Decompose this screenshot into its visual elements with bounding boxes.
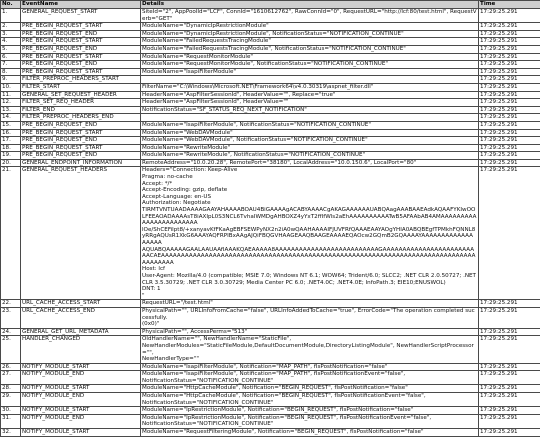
time-cell: 17:29:25.291 [479,9,540,23]
event-name-cell: PRE_BEGIN_REQUEST_START [21,23,141,31]
details-line: RequestURL="/test.html" [142,300,213,307]
details-cell [141,61,479,69]
table-row [1,371,540,385]
details-cell [141,137,479,145]
details-cell [141,9,479,23]
row-number: 26. [1,363,21,371]
details-line: PhysicalPath="", URLInfoFromCache="false", URLInfoAddedToCache="true", ErrorCode="The operation completed successfully. [142,307,475,321]
time-cell: 17:29:25.291 [479,307,540,328]
time-cell: 17:29:25.291 [479,23,540,31]
table-row [1,307,540,328]
details-line: " [142,292,145,299]
time-cell: 17:29:25.291 [479,363,540,371]
table-row [1,45,540,53]
row-number: 17. [1,137,21,145]
event-name-cell: PRE_BEGIN_REQUEST_END [21,152,141,160]
table-row [1,429,540,437]
time-cell: 17:29:25.291 [479,144,540,152]
table-row [1,385,540,393]
details-line: AQUABQAAAAAGAALAAUAAfIAAAKQAEAAAAA8AAAAAAAAAAAAAAAAAAAAAAAAAAGAAAAAAAAAAAAAAAAAAAAAAAAACAEAAAAAAAAAAAAAAAAAAAAAAAAAAAAAAAAAAAAAAAAAAAAAAAAAAAAAAAAAAAAAAAAAAAAAAAAAAAAAAAAAAAAAAA [142,246,476,266]
time-cell: 17:29:25.291 [479,53,540,61]
table-body [1,9,540,437]
row-number: 15. [1,121,21,129]
details-line: ModuleName="DynamicIpRestrictionModule" [142,23,269,30]
time-cell: 17:29:25.291 [479,38,540,46]
details-cell [141,429,479,437]
row-number: 22. [1,300,21,308]
time-cell: 17:29:25.291 [479,99,540,107]
details-line: ModuleName="HttpCacheModule", Notification="BEGIN_REQUEST", fIsPostNotification="false" [142,385,408,392]
details-line: PhysicalPath="", AccessPerms="513" [142,328,248,335]
details-line: NotificationStatus="NOTIFICATION_CONTINUE" [142,399,274,406]
row-number: 1. [1,9,21,23]
table-row [1,83,540,91]
row-number: 28. [1,385,21,393]
time-cell: 17:29:25.291 [479,83,540,91]
event-name-cell: FILTER_PREPROC_HEADERS_START [21,76,141,84]
header-event-name: EventName [21,1,141,9]
details-cell [141,129,479,137]
event-name-cell: PRE_BEGIN_REQUEST_END [21,61,141,69]
details-cell [141,45,479,53]
event-name-cell: GENERAL_SET_REQUEST_HEADER [21,91,141,99]
details-line: NewHandlerModules="StaticFileModule,DefaultDocumentModule,DirectoryListingModule", NewHandlerScriptProcessor="", [142,342,474,356]
event-name-cell: FILTER_SET_REQ_HEADER [21,99,141,107]
details-line: HeaderName="AspFilterSessionId", HeaderValue="" [142,99,289,106]
details-line: ModuleName="FailedRequestsTracingModule" [142,38,271,45]
details-cell [141,106,479,114]
time-cell: 17:29:25.291 [479,91,540,99]
event-name-cell: PRE_BEGIN_REQUEST_END [21,121,141,129]
row-number: 32. [1,429,21,437]
details-cell [141,121,479,129]
details-line: ModuleName="FailedRequestsTracingModule", NotificationStatus="NOTIFICATION_CONTINUE" [142,45,406,52]
time-cell: 17:29:25.291 [479,45,540,53]
table-row [1,9,540,23]
time-cell: 17:29:25.291 [479,328,540,336]
event-name-cell: NOTIFY_MODULE_START [21,407,141,415]
row-number: 29. [1,393,21,407]
table-row [1,328,540,336]
row-number: 6. [1,53,21,61]
event-name-cell: PRE_BEGIN_REQUEST_START [21,38,141,46]
details-cell [141,114,479,122]
details-line: ModuleName="IsapiFilterModule" [142,68,236,75]
time-cell: 17:29:25.291 [479,407,540,415]
details-line: OldHandlerName="", NewHandlerName="StaticFile", [142,336,292,343]
row-number: 19. [1,152,21,160]
details-line: NotificationStatus="NOTIFICATION_CONTINUE" [142,377,274,384]
table-row [1,61,540,69]
details-cell [141,363,479,371]
event-name-cell: PRE_BEGIN_REQUEST_START [21,144,141,152]
table-row [1,152,540,160]
details-line [142,76,477,83]
details-cell [141,167,479,300]
table-row [1,167,540,300]
details-line: Authorization: Negotiate [142,200,211,207]
event-name-cell: GENERAL_GET_URL_METADATA [21,328,141,336]
details-cell [141,144,479,152]
time-cell: 17:29:25.291 [479,393,540,407]
table-row [1,407,540,415]
details-cell [141,385,479,393]
row-number: 13. [1,106,21,114]
details-line: ModuleName="DynamicIpRestrictionModule", NotificationStatus="NOTIFICATION_CONTINUE" [142,30,404,37]
details-line: ModuleName="RewriteModule" [142,144,231,151]
event-name-cell: FILTER_END [21,106,141,114]
details-cell [141,328,479,336]
details-line: NotificationStatus="NOTIFICATION_CONTINUE" [142,421,274,428]
time-cell: 17:29:25.291 [479,159,540,167]
table-row [1,68,540,76]
time-cell: 17:29:25.291 [479,30,540,38]
time-cell: 17:29:25.291 [479,385,540,393]
event-name-cell: PRE_BEGIN_REQUEST_START [21,53,141,61]
details-line: User-Agent: Mozilla/4.0 (compatible; MSIE 7.0; Windows NT 6.1; WOW64; Trident/6.0; SLCC2; .NET CLR 2.0.50727; .NET CLR 3.5.30729; .NET CLR 3.0.30729; Media Center PC 6.0; .NET4.0C; .NET4.0E; InfoPath.3; EIE10;ENUSWOL) [142,272,476,286]
time-cell: 17:29:25.291 [479,300,540,308]
details-cell [141,371,479,385]
details-cell [141,159,479,167]
event-name-cell: NOTIFY_MODULE_END [21,414,141,428]
row-number: 14. [1,114,21,122]
event-name-cell: NOTIFY_MODULE_END [21,371,141,385]
event-name-cell: NOTIFY_MODULE_START [21,363,141,371]
table-row [1,30,540,38]
row-number: 30. [1,407,21,415]
time-cell: 17:29:25.291 [479,61,540,69]
table-row [1,121,540,129]
row-number: 25. [1,336,21,363]
details-line: HeaderName="AspFilterSessionId", HeaderValue="", Replace="true" [142,91,336,98]
event-name-cell: HANDLER_CHANGED [21,336,141,363]
details-line: Accept: */* [142,180,173,187]
details-line: ModuleName="RewriteModule", NotificationStatus="NOTIFICATION_CONTINUE" [142,152,366,159]
row-number: 10. [1,83,21,91]
details-cell [141,91,479,99]
details-line: Accept-Language: en-US [142,193,212,200]
time-cell: 17:29:25.291 [479,167,540,300]
event-name-cell: PRE_BEGIN_REQUEST_END [21,30,141,38]
event-name-cell: FILTER_PREPROC_HEADERS_END [21,114,141,122]
row-number: 18. [1,144,21,152]
details-line: SiteId="2", AppPoolId="LCF", ConnId="1610612762", RawConnId="0", RequestURL="http://lcf:80/test.html", RequestVerb="GET" [142,9,477,22]
time-cell: 17:29:25.291 [479,152,540,160]
event-name-cell: GENERAL_REQUEST_HEADERS [21,167,141,300]
time-cell: 17:29:25.291 [479,114,540,122]
table-row [1,363,540,371]
row-number: 3. [1,30,21,38]
details-line: ModuleName="RequestMonitorModule" [142,53,254,60]
details-line: TlRMTVNTUAADAAAAGAAYAHAAAABOAU4BiGAAAAgACABYAAAACgAKAGAAAAAAUABQAagAAABAAEAdkAQAAFYKIwOOLFEEAOADAAAAsT8iAXIpL0S3NCL6TvhaIWMDgAHBOXZ4yYxT2ffIfWls2aEhAAAAAAAAAATwB5AFAAbAB4AMAAAAAAAAAAAAAAAAAAAAAAA [142,207,477,227]
details-line: (0x0)" [142,321,160,328]
details-cell [141,99,479,107]
time-cell: 17:29:25.291 [479,68,540,76]
time-cell: 17:29:25.291 [479,429,540,437]
table-row [1,159,540,167]
details-line: ModuleName="WebDAVModule", NotificationStatus="NOTIFICATION_CONTINUE" [142,137,368,144]
event-name-cell: NOTIFY_MODULE_START [21,385,141,393]
table-row [1,53,540,61]
table-header-row [1,1,540,9]
details-line: ModuleName="HttpCacheModule", Notification="BEGIN_REQUEST", fIsPostNotificationEvent="false", [142,393,426,400]
table-row [1,336,540,363]
table-row [1,144,540,152]
event-name-cell: GENERAL_REQUEST_START [21,9,141,23]
details-cell [141,38,479,46]
header-no: No. [1,1,21,9]
details-line: Accept-Encoding: gzip, deflate [142,187,228,194]
row-number: 23. [1,307,21,328]
details-cell [141,407,479,415]
details-cell [141,76,479,84]
event-name-cell: URL_CACHE_ACCESS_END [21,307,141,328]
table-row [1,106,540,114]
event-name-cell: URL_CACHE_ACCESS_START [21,300,141,308]
time-cell: 17:29:25.291 [479,414,540,428]
details-line: NewHandlerType="" [142,356,199,363]
table-row [1,414,540,428]
table-row [1,23,540,31]
details-cell [141,68,479,76]
details-cell [141,414,479,428]
header-details: Details [141,1,479,9]
table-row [1,114,540,122]
table-row [1,393,540,407]
details-line: ModuleName="IsapiFilterModule", Notification="MAP_PATH", fIsPostNotificationEvent="false", [142,371,406,378]
details-line: ModuleName="IsapiFilterModule", NotificationStatus="NOTIFICATION_CONTINUE" [142,121,371,128]
details-line: Host: lcf [142,266,165,273]
details-line: Headers="Connection: Keep-Alive [142,167,238,174]
table-row [1,99,540,107]
details-cell [141,83,479,91]
details-cell [141,53,479,61]
row-number: 5. [1,45,21,53]
time-cell: 17:29:25.291 [479,106,540,114]
details-cell [141,393,479,407]
row-number: 4. [1,38,21,46]
details-line: Pragma: no-cache [142,174,193,181]
row-number: 16. [1,129,21,137]
table-row [1,137,540,145]
details-line: lOe/ShCEFilpt8/+xanyavKfFKaAgEBFSEWPyNX2n2iA0wQAAHAAAAIFJUVFRfQAAAEAAYAOgYHIA0ABQBEgfTPMkhFQNNL8yRRgAQUsR1XkG6AAAYAQFRPIBxAAgAJQiFBQGVHAAGEAAQBAAGEAAAAEQAOcw2GQmB2GQAAAAYAAAAAAAAAAAAAAAAAA [142,226,476,246]
row-number: 27. [1,371,21,385]
time-cell: 17:29:25.291 [479,129,540,137]
details-line: ModuleName="IpRestrictionModule", Notification="BEGIN_REQUEST", fIsPostNotificationEvent="false", [142,414,432,421]
details-cell [141,336,479,363]
event-name-cell: GENERAL_ENDPOINT_INFORMATION [21,159,141,167]
details-line: ModuleName="IsapiFilterModule", Notification="MAP_PATH", fIsPostNotification="false" [142,363,388,370]
details-line: ModuleName="WebDAVModule" [142,129,233,136]
details-cell [141,152,479,160]
row-number: 12. [1,99,21,107]
time-cell: 17:29:25.291 [479,336,540,363]
details-line: NotificationStatus="SF_STATUS_REQ_NEXT_NOTIFICATION" [142,106,307,113]
table-row [1,38,540,46]
event-name-cell: PRE_BEGIN_REQUEST_START [21,68,141,76]
header-time: Time [479,1,540,9]
row-number: 7. [1,61,21,69]
details-line: ModuleName="RequestMonitorModule", NotificationStatus="NOTIFICATION_CONTINUE" [142,61,388,68]
row-number: 9. [1,76,21,84]
details-cell [141,300,479,308]
row-number: 2. [1,23,21,31]
table-row [1,129,540,137]
details-cell [141,30,479,38]
row-number: 11. [1,91,21,99]
details-line: ModuleName="IpRestrictionModule", Notification="BEGIN_REQUEST", fIsPostNotification="false" [142,407,414,414]
event-name-cell: PRE_BEGIN_REQUEST_END [21,45,141,53]
event-name-cell: NOTIFY_MODULE_END [21,393,141,407]
details-line [142,114,477,121]
time-cell: 17:29:25.291 [479,76,540,84]
row-number: 21. [1,167,21,300]
row-number: 8. [1,68,21,76]
table-row [1,300,540,308]
details-line: FilterName="C:\Windows\Microsoft.NET\Framework64\v4.0.30319\aspnet_filter.dll" [142,83,374,90]
time-cell: 17:29:25.291 [479,371,540,385]
details-line: RemoteAddress="10.0.20.28", RemotePort="38180", LocalAddress="10.0.150.6", LocalPort="80" [142,159,417,166]
details-cell [141,23,479,31]
time-cell: 17:29:25.291 [479,137,540,145]
time-cell: 17:29:25.291 [479,121,540,129]
details-cell [141,307,479,328]
event-name-cell: FILTER_START [21,83,141,91]
row-number: 20. [1,159,21,167]
event-name-cell: PRE_BEGIN_REQUEST_START [21,129,141,137]
table-row [1,76,540,84]
event-name-cell: NOTIFY_MODULE_START [21,429,141,437]
details-line: DNT: 1 [142,286,161,293]
row-number: 31. [1,414,21,428]
row-number: 24. [1,328,21,336]
details-line: ModuleName="RequestFilteringModule", Notification="BEGIN_REQUEST", fIsPostNotification="false" [142,429,424,436]
event-name-cell: PRE_BEGIN_REQUEST_END [21,137,141,145]
table-row [1,91,540,99]
